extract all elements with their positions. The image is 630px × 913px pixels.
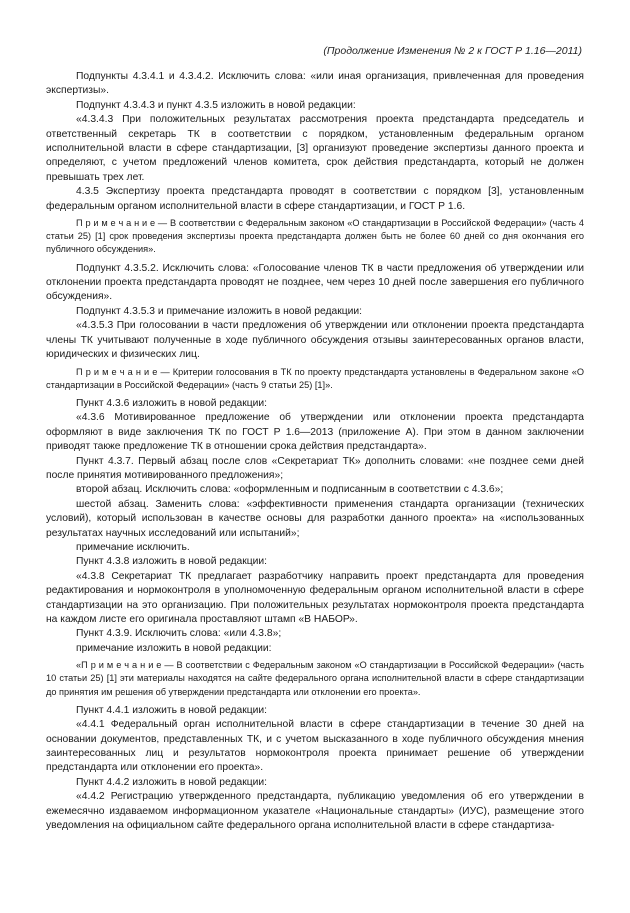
paragraph: Пункт 4.4.1 изложить в новой редакции: bbox=[76, 704, 268, 716]
paragraph: Подпункт 4.3.5.2. Исключить слова: «Голосование членов ТК в части предложения об утверждении или отклонении проекта предстандарта проводят не позднее, чем через 10 дней после завершения его публичного обсуждения». bbox=[46, 262, 584, 303]
paragraph: Пункт 4.3.7. Первый абзац после слов «Секретариат ТК» дополнить словами: «не позднее семи дней после принятия мотивированного предложения»; bbox=[46, 455, 584, 481]
paragraph: «4.4.1 Федеральный орган исполнительной власти в сфере стандартизации в течение 30 дней на основании документов, представленных ТК, и с учетом высказанного в ходе публичного обсуждения мнения заинтересованных лиц и результатов нормоконтроля проекта принимает решение об утверждении предстандарта или отклонении его проекта». bbox=[46, 719, 584, 774]
note-paragraph: «П р и м е ч а н и е — В соответствии с Федеральным законом «О стандартизации в Российской Федерации» (часть 10 статьи 25) [1] эти материалы находятся на сайте федерального органа исполнительной власти в сфере стандартизации до принятия им решения об утверждении предстандарта или отклонении его проекта». bbox=[46, 660, 584, 697]
paragraph: «4.3.6 Мотивированное предложение об утверждении или отклонении проекта предстандарта оформляют в виде заключения ТК по ГОСТ Р 1.6—2013 (приложение А). При этом в данном заключении приводят также предложение ТК в отношении срока действия предстандарта». bbox=[46, 412, 584, 453]
paragraph: Пункт 4.3.6 изложить в новой редакции: bbox=[76, 397, 268, 409]
paragraph: Пункт 4.3.9. Исключить слова: «или 4.3.8»; bbox=[76, 628, 282, 640]
paragraph: примечание изложить в новой редакции: bbox=[76, 642, 272, 654]
paragraph: Пункт 4.3.8 изложить в новой редакции: bbox=[76, 556, 268, 568]
paragraph: «4.3.5.3 При голосовании в части предложения об утверждении или отклонении проекта предстандарта члены ТК учитывают полученные в ходе публичного обсуждения отзывы заинтересованных органов власти, юридических и физических лиц. bbox=[46, 320, 584, 361]
paragraph: 4.3.5 Экспертизу проекта предстандарта проводят в соответствии с порядком [3], установленным федеральным органом исполнительной власти в сфере стандартизации, и ГОСТ Р 1.6. bbox=[46, 186, 584, 212]
paragraph: «4.3.8 Секретариат ТК предлагает разработчику направить проект предстандарта для проведения редактирования и нормоконтроля в уполномоченную федеральным органом исполнительной власти в сфере стандартизации на это организацию. При положительных результатах нормоконтроля проекта предстандарта на каждом листе его оригинала проставляют штамп «В НАБОР». bbox=[46, 570, 584, 626]
document-body bbox=[46, 70, 584, 834]
paragraph: второй абзац. Исключить слова: «оформленным и подписанным в соответствии с 4.3.6»; bbox=[76, 484, 504, 496]
note-paragraph: П р и м е ч а н и е — В соответствии с Федеральным законом «О стандартизации в Российской Федерации» (часть 4 статьи 25) [1] срок проведения экспертизы проекта предстандарта должен быть не более 60 дней со дня окончания его публичного обсуждения». bbox=[46, 218, 584, 255]
paragraph: примечание исключить. bbox=[76, 541, 190, 553]
paragraph: «4.3.4.3 При положительных результатах рассмотрения проекта предстандарта председатель и ответственный секретарь ТК в соответствии с порядком, установленным федеральным органом исполнительной власти в сфере стандартизации, [3] организуют проведение экспертизы данного проекта и определяют, с учетом предложений членов комитета, срок действия предстандарта, который не должен превышать трех лет. bbox=[46, 114, 584, 183]
paragraph: «4.4.2 Регистрацию утвержденного предстандарта, публикацию уведомления об его утверждении в ежемесячно издаваемом информационном указателе «Национальные стандарты» (ИУС), размещение этого уведомления на официальном сайте федерального органа исполнительной власти в сфере стандартиза- bbox=[46, 791, 584, 832]
note-paragraph: П р и м е ч а н и е — Критерии голосования в ТК по проекту предстандарта установлены в Федеральном законе «О стандартизации в Российской Федерации» (часть 9 статьи 25) [1]». bbox=[46, 366, 584, 390]
paragraph: Подпункт 4.3.4.3 и пункт 4.3.5 изложить в новой редакции: bbox=[76, 99, 356, 111]
paragraph: шестой абзац. Заменить слова: «эффективности применения стандарта организации (технических условий), который использован в качестве основы для разработки данного проекта» на «использованных результатах научных исследований или испытаний»; bbox=[46, 498, 584, 539]
paragraph: Подпункты 4.3.4.1 и 4.3.4.2. Исключить слова: «или иная организация, привлеченная для проведения экспертизы». bbox=[46, 71, 584, 97]
paragraph: Пункт 4.4.2 изложить в новой редакции: bbox=[76, 776, 268, 788]
paragraph: Подпункт 4.3.5.3 и примечание изложить в новой редакции: bbox=[76, 305, 362, 317]
running-header: (Продолжение Изменения № 2 к ГОСТ Р 1.16—2011) bbox=[323, 45, 582, 57]
